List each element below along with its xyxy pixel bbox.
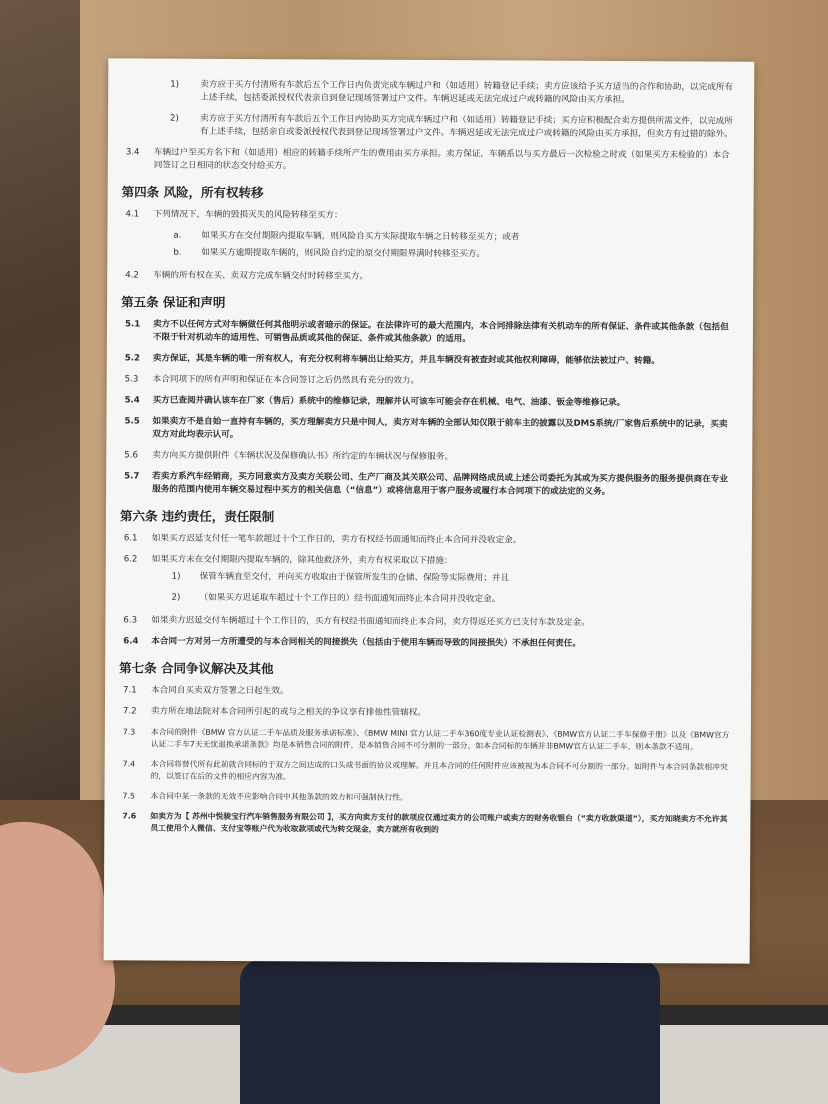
clause-text: 本合同项下的所有声明和保证在本合同签订之后仍然具有充分的效力。 — [152, 374, 420, 386]
clause-text: 如果买方迟延支付任一笔车款超过十个工作日的，卖方有权经书面通知而终止本合同并没收定金。 — [151, 533, 522, 546]
clause-text: 若卖方系汽车经销商，买方同意卖方及卖方关联公司、生产厂商及其关联公司、品牌网络成员或上述公司委托为其或为买方提供服务的服务提供商在专业服务的范围内使用车辆交易过程中买方的相关信息（“信息”）或将信息用于客户服务或履行本合同项下的或法定的义务。 — [152, 471, 728, 497]
clause-5-1 — [125, 318, 735, 347]
clause-number: 5.7 — [124, 471, 140, 482]
section-4-title: 第四条 风险，所有权转移 — [121, 184, 264, 201]
clause-7-4 — [123, 758, 733, 785]
clause-number: 4.2 — [125, 270, 139, 281]
clause-text: 如果卖方迟延交付车辆超过十个工作日的，买方有权经书面通知而终止本合同，卖方得返还买方已支付车款及定金。 — [151, 615, 590, 628]
clause-number: 6.2 — [123, 554, 138, 565]
clause-4-2 — [125, 269, 735, 285]
clause-text: 卖方保证，其是车辆的唯一所有权人，有充分权利将车辆出让给买方，并且车辆没有被查封或其他权利障碍，能够依法被过户、转籍。 — [152, 353, 660, 367]
clause-text: 下列情况下，车辆的毁损灭失的风险转移至买方： — [153, 209, 343, 221]
clause-6-2-sub-2 — [124, 591, 734, 607]
clause-text: 本合同一方对另一方所遭受的与本合同相关的间接损失（包括由于使用车辆而导致的间接损失）不承担任何责任。 — [151, 636, 582, 649]
clause-text: 如果卖方不是自始一直持有车辆的，买方理解卖方只是中间人，卖方对车辆的全部认知仅限于前车主的披露以及DMS系统/厂家售后系统中的记录，买卖双方对此均表示认可。 — [152, 416, 728, 441]
clause-number: 2) — [171, 592, 181, 603]
clause-4-1 — [126, 208, 736, 224]
clause-6-4 — [123, 635, 733, 651]
clause-3-sub-1 — [126, 78, 736, 107]
clause-number: 6.1 — [123, 533, 138, 544]
clause-5-7 — [124, 470, 734, 499]
clause-7-2 — [123, 705, 733, 721]
clause-3-sub-2 — [126, 112, 736, 141]
background-legs — [240, 960, 660, 1104]
clause-number: 5.3 — [124, 374, 139, 385]
section-5-title: 第五条 保证和声明 — [121, 294, 226, 310]
clause-text: 车辆过户至买方名下和（如适用）相应的转籍手续所产生的费用由买方承担。卖方保证，车辆系以与买方最后一次检验之时或（如果买方未检验的）本合同签订之日相同的状态交付给买方。 — [153, 147, 730, 172]
clause-text: 卖方向买方提供附件《车辆状况及保修确认书》所约定的车辆状况与保修服务。 — [152, 450, 454, 463]
clause-number: 5.6 — [124, 450, 138, 461]
clause-text: 本合同将替代所有此前就合同标的于双方之间达成的口头或书面的协议或理解。并且本合同的任何附件应该被视为本合同不可分割的一部分。如附件与本合同条款相冲突的，以签订在后的文件的相应内容为准。 — [150, 759, 728, 782]
clause-text: 如卖方为【 苏州中悦骏宝行汽车销售服务有限公司 】，买方向卖方支付的款项应仅通过卖方的公司账户或卖方的财务收银台（“卖方收款渠道”），买方知晓卖方不允许其员工使用个人微信、支付宝等账户代为收取款项或代为转交现金，卖方就所有收到的 — [150, 811, 728, 835]
clause-number: 2) — [170, 113, 179, 124]
contract-text — [119, 78, 736, 845]
clause-3-4 — [126, 146, 736, 175]
clause-number: 7.6 — [122, 811, 137, 821]
clause-number: 3.4 — [125, 147, 140, 158]
clause-6-2-sub-1 — [124, 570, 734, 586]
clause-number: 6.4 — [123, 636, 139, 647]
clause-text: 本合同中某一条款的无效不应影响合同中其他条款的效力和可强制执行性。 — [150, 791, 408, 802]
clause-7-6 — [122, 810, 732, 837]
clause-text: 如果买方在交付期限内提取车辆，则风险自买方实际提取车辆之日转移至买方；或者 — [201, 230, 520, 243]
clause-text: 如果买方未在交付期限内提取车辆的，除其他救济外，卖方有权采取以下措施： — [151, 554, 453, 567]
clause-4-1-b — [125, 246, 735, 262]
clause-6-1 — [124, 532, 734, 548]
clause-5-2 — [125, 352, 735, 368]
clause-4-1-a — [125, 229, 735, 245]
clause-number: 5.2 — [124, 353, 141, 364]
clause-number: 1) — [171, 571, 181, 582]
clause-number: a. — [173, 230, 182, 241]
clause-text: 卖方不以任何方式对车辆做任何其他明示或者暗示的保证。在法律许可的最大范围内，本合同排除法律有关机动车的所有保证、条件或其他条款（包括但不限于针对机动车的适用性、可销售品质或其他的保证、条件或其他条款）的适用。 — [152, 319, 729, 345]
clause-number: 4.1 — [125, 209, 140, 220]
clause-7-1 — [123, 684, 733, 700]
clause-text: 卖方所在地法院对本合同所引起的或与之相关的争议享有排他性管辖权。 — [150, 706, 426, 718]
clause-number: 7.4 — [122, 759, 136, 769]
clause-text: 卖方应于买方付清所有车款后五个工作日内协助买方完成车辆过户和（如适用）转籍登记手续；买方应积极配合卖方提供所需文件，以完成所有上述手续，包括亲自或委派授权代表到登记现场签署过户文件。车辆迟延或无法完成过户或转籍的风险由买方承担，但卖方有过错的除外。 — [199, 113, 733, 140]
clause-5-6 — [124, 449, 734, 465]
clause-text: 如果买方逾期提取车辆的，则风险自约定的原交付期限界满时转移至买方。 — [201, 247, 485, 260]
clause-text: 保管车辆直至交付，并向买方收取由于保管所发生的仓储、保险等实际费用；并且 — [199, 571, 510, 584]
clause-text: 卖方应于买方付清所有车款后五个工作日内负责完成车辆过户和（如适用）转籍登记手续；卖方应该给予买方适当的合作和协助，以完成所有上述手续，包括委派授权代表亲自到登记现场签署过户文件。车辆迟延或无法完成过户或转籍的风险由买方承担。 — [200, 79, 734, 106]
clause-number: 7.3 — [122, 727, 136, 737]
clause-6-2 — [124, 553, 734, 569]
clause-text: （如果买方迟延取车超过十个工作日的）经书面通知而终止本合同并没收定金。 — [199, 592, 501, 605]
clause-text: 车辆的所有权在买、卖双方完成车辆交付时转移至买方。 — [153, 270, 369, 282]
clause-number: 7.5 — [122, 791, 135, 801]
clause-number: 1) — [170, 79, 180, 90]
clause-number: 5.4 — [124, 395, 140, 406]
clause-text: 本合同的附件《BMW 官方认证二手车品质及服务承诺标准》、《BMW MINI 官方认证二手车360度专业认证检测表》、《BMW官方认证二手车保修手册》以及《BMW官方认证二手车7天无忧退换承诺条款》均是本销售合同的附件，是本销售合同不可分割的一部分。如本合同标的车辆并非BMW官方认证二手车，则本条款不适用。 — [150, 727, 730, 752]
clause-number: 7.2 — [122, 706, 137, 717]
contract-page — [104, 58, 755, 963]
clause-number: 5.5 — [124, 416, 140, 427]
clause-5-4 — [125, 394, 735, 410]
clause-7-5 — [122, 790, 732, 805]
clause-text: 买方已查阅并确认该车在厂家（售后）系统中的维修记录，理解并认可该车可能会存在机械、电气、油漆、钣金等维修记录。 — [152, 395, 626, 409]
clause-number: 6.3 — [123, 615, 138, 626]
clause-number: b. — [173, 247, 182, 258]
section-7-title: 第七条 合同争议解决及其他 — [119, 660, 274, 677]
clause-number: 5.1 — [124, 319, 141, 330]
clause-5-5 — [124, 415, 734, 444]
clause-6-3 — [123, 614, 733, 630]
clause-text: 本合同自买卖双方签署之日起生效。 — [151, 685, 289, 697]
clause-5-3 — [125, 373, 735, 389]
clause-7-3 — [123, 726, 733, 753]
section-6-title: 第六条 违约责任，责任限制 — [119, 508, 275, 525]
clause-number: 7.1 — [123, 685, 137, 696]
